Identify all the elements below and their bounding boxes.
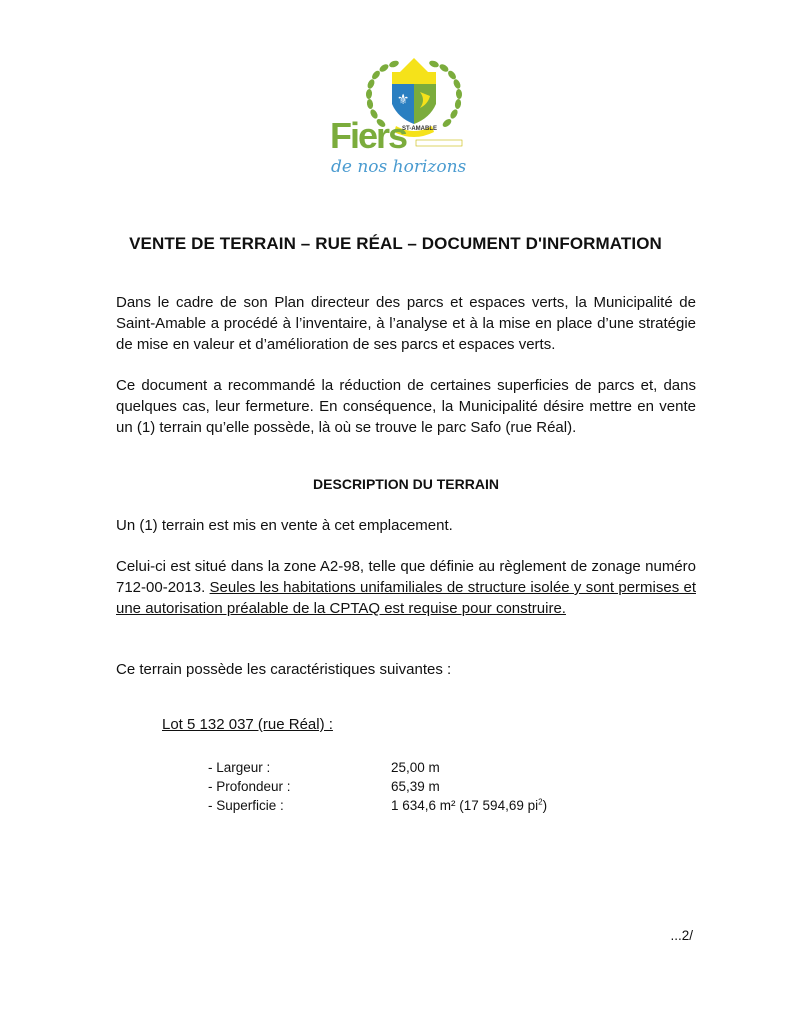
- description-paragraph-1: Un (1) terrain est mis en vente à cet emplacement.: [116, 517, 453, 534]
- zoning-restriction-text: Seules les habitations unifamiliales de structure isolée y sont permises et une autorisation préalable de la CPTAQ est requise pour construire.: [116, 579, 696, 617]
- section-heading: DESCRIPTION DU TERRAIN: [313, 476, 499, 492]
- svg-text:⚜: ⚜: [396, 92, 410, 108]
- spec-row-depth: [208, 777, 547, 796]
- spec-label: - Profondeur :: [208, 779, 291, 794]
- characteristics-intro: Ce terrain possède les caractéristiques suivantes :: [116, 661, 452, 678]
- spec-value-exponent: 2: [538, 797, 543, 807]
- lot-label: Lot 5 132 037 (rue Réal) :: [162, 716, 333, 733]
- intro-paragraph-2: Ce document a recommandé la réduction de certaines superficies de parcs et, dans quelques cas, leur fermeture. En conséquence, la Municipalité désire mettre en vente un (1) terrain qu’elle possède, là où se trouve le parc Safo (rue Réal).: [116, 377, 696, 436]
- page-continuation-marker: ...2/: [670, 928, 693, 943]
- lot-specs: [208, 758, 547, 815]
- document-title: VENTE DE TERRAIN – RUE RÉAL – DOCUMENT D'INFORMATION: [129, 234, 662, 253]
- spec-value-tail: ): [542, 798, 548, 813]
- spec-row-width: [208, 758, 547, 777]
- spec-value: 65,39 m: [391, 779, 440, 794]
- spec-row-area: [208, 796, 547, 815]
- municipal-logo: [326, 52, 476, 187]
- intro-paragraph-1: Dans le cadre de son Plan directeur des parcs et espaces verts, la Municipalité de Saint-Amable a procédé à l’inventaire, à l’analyse et à la mise en place d’une stratégie de mise en valeur et d’amélioration de ses parcs et espaces verts.: [116, 294, 696, 353]
- logo-tagline: de nos horizons: [331, 157, 467, 177]
- spec-value: 25,00 m: [391, 760, 440, 775]
- zoning-paragraph: [116, 556, 696, 619]
- spec-value: [391, 796, 547, 815]
- zoning-text: Celui-ci est situé dans la zone A2-98, telle que définie au règlement de zonage numéro 712-00-2013.: [116, 558, 696, 596]
- spec-value-main: 1 634,6 m² (17 594,69 pi: [391, 798, 539, 813]
- spec-label: - Largeur :: [208, 760, 271, 775]
- logo-banner-text: ST-AMABLE: [402, 126, 437, 132]
- spec-label: - Superficie :: [208, 798, 284, 813]
- logo-wordmark: Fiers: [330, 115, 407, 156]
